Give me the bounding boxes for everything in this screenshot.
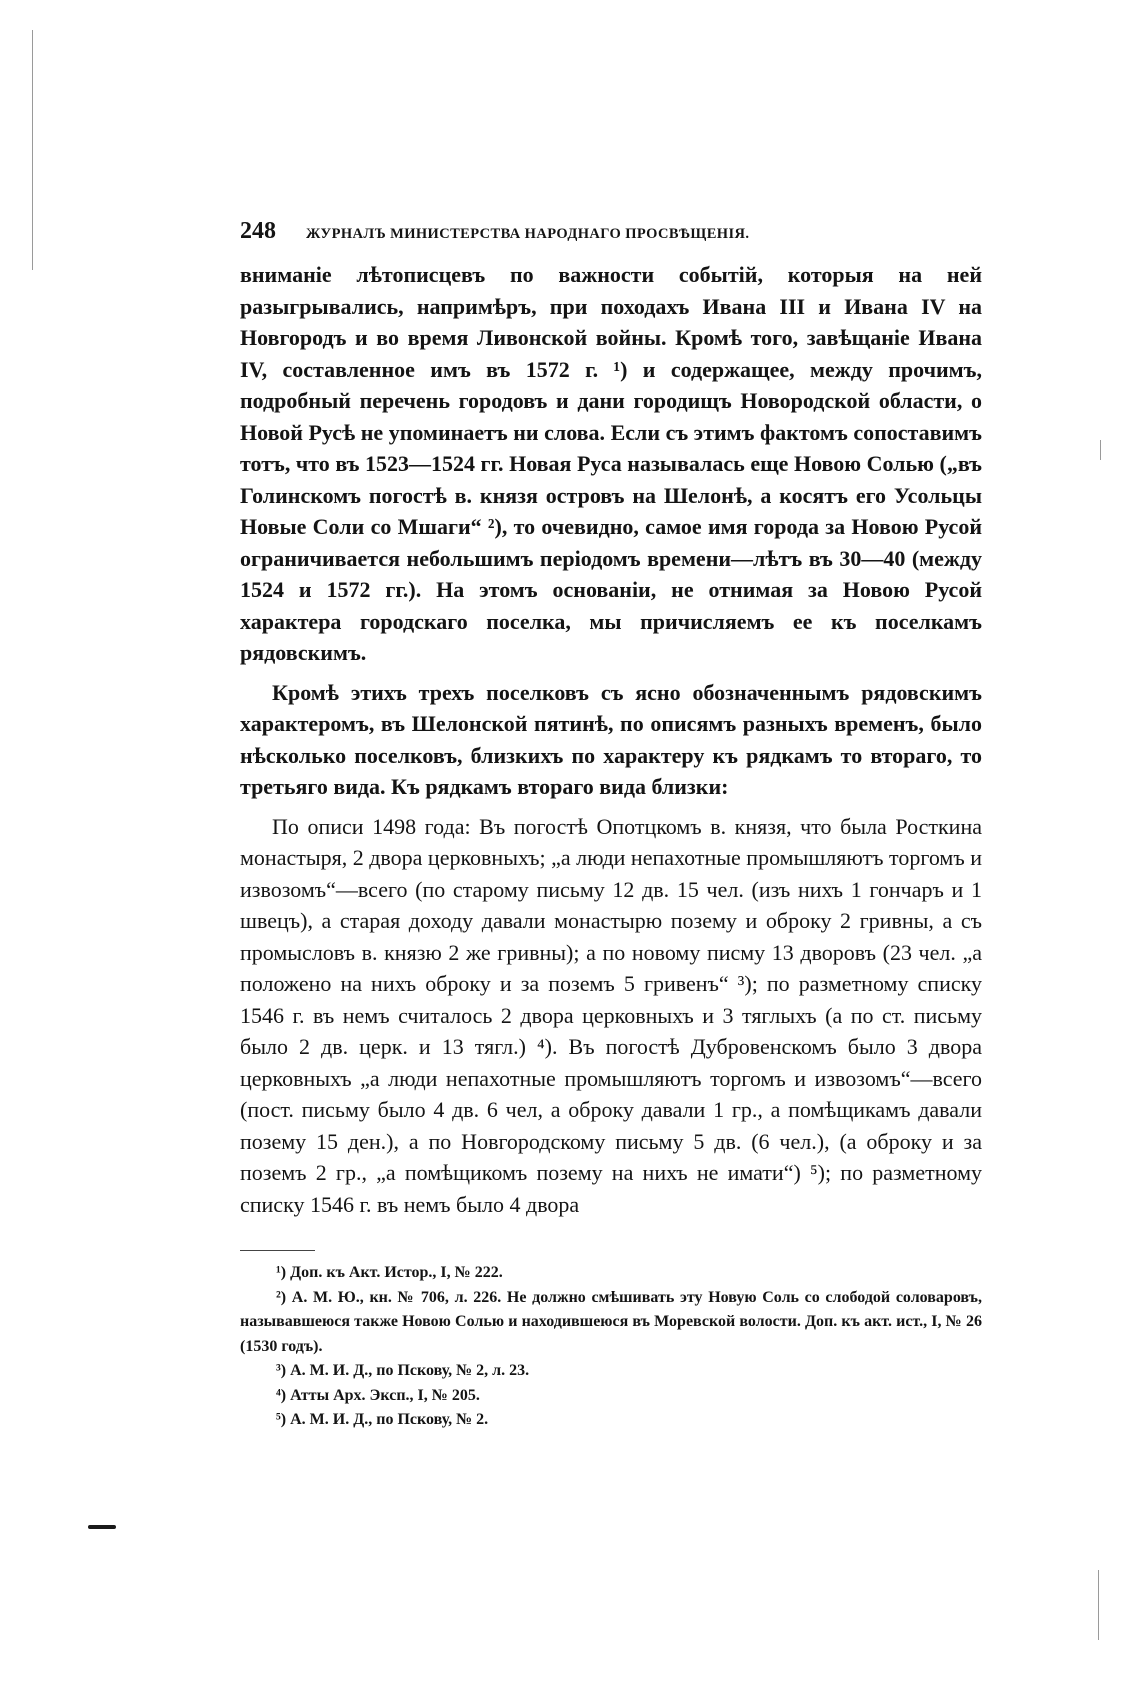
scan-edge-line-left xyxy=(32,30,33,270)
footnote-3: ³) А. М. И. Д., по Пскову, № 2, л. 23. xyxy=(276,1362,530,1379)
journal-title: ЖУРНАЛЪ МИНИСТЕРСТВА НАРОДНАГО ПРОСВѢЩЕНІЯ. xyxy=(306,226,750,242)
footnote-1: ¹) Доп. къ Акт. Истор., I, № 222. xyxy=(276,1264,503,1281)
paragraph-3: По описи 1498 года: Въ погостѣ Опотцкомъ в. князя, что была Росткина монастыря, 2 двора церковныхъ; „а люди непахотные промышляютъ торгомъ и извозомъ“—всего (по старому письму 12 дв. 15 чел. (изъ нихъ 1 гончаръ и 1 швецъ), а старая доходу давали монастырю позему и оброку 2 гривны, а съ промысловъ в. князю 2 же гривны); а по новому писму 13 дворовъ (23 чел. „а положено на нихъ оброку и за поземъ 5 гривенъ“ ³); по разметному списку 1546 г. въ немъ считалось 2 двора церковныхъ и 3 тяглыхъ (а по ст. письму было 2 дв. церк. и 13 тягл.) ⁴). Въ погостѣ Дубровенскомъ было 3 двора церковныхъ „а люди непахотные промышляютъ торгомъ и извозомъ“—всего (пост. письму было 4 дв. 6 чел, а оброку давали 1 гр., а помѣщикамъ давали позему 15 ден.), а по Новгородскому письму 5 дв. (6 чел.), (а оброку и за поземъ 2 гр., „а помѣщикомъ позему на нихъ не имати“) ⁵); по разметному списку 1546 г. въ немъ было 4 двора xyxy=(240,813,982,1217)
paragraph-2: Кромѣ этихъ трехъ поселковъ съ ясно обозначеннымъ рядовскимъ характеромъ, въ Шелонской пятинѣ, по описямъ разныхъ временъ, было нѣсколько поселковъ, близкихъ по характеру къ рядкамъ то втораго, то третьяго вида. Къ рядкамъ втораго вида близки: xyxy=(240,679,982,799)
page-number: 248 xyxy=(240,218,276,244)
margin-dash-mark xyxy=(88,1525,116,1529)
paragraph-1: вниманіе лѣтописцевъ по важности событій, которыя на ней разыгрывались, напримѣръ, при походахъ Ивана III и Ивана IV на Новгородъ и во время Ливонской войны. Кромѣ того, завѣщаніе Ивана IV, составленное имъ въ 1572 г. ¹) и содержащее, между прочимъ, подробный перечень городовъ и дани городищъ Новородской области, о Новой Русѣ не упоминаетъ ни слова. Если съ этимъ фактомъ сопоставимъ тотъ, что въ 1523—1524 гг. Новая Руса называлась еще Новою Солью („въ Голинскомъ погостѣ в. князя островъ на Шелонѣ, а косятъ его Усольцы Новые Соли со Мшаги“ ²), то очевидно, самое имя города за Новою Русой ограничивается небольшимъ періодомъ времени—лѣтъ въ 30—40 (между 1524 и 1572 гг.). На этомъ основаніи, не отнимая за Новою Русой характера городскаго поселка, мы причисляемъ ее къ поселкамъ рядовскимъ. xyxy=(240,262,982,665)
scan-edge-line-right xyxy=(1100,440,1101,460)
footnote-5: ⁵) А. М. И. Д., по Пскову, № 2. xyxy=(276,1411,489,1428)
scan-edge-line-right-bottom xyxy=(1098,1570,1099,1640)
footnote-4: ⁴) Атты Арх. Эксп., I, № 205. xyxy=(276,1386,480,1404)
page-header xyxy=(240,218,982,245)
footnote-divider xyxy=(240,1250,315,1251)
document-page xyxy=(240,218,982,1433)
footnotes xyxy=(240,1261,982,1433)
footnote-2: ²) А. М. Ю., кн. № 706, л. 226. Не должно смѣшивать эту Новую Соль со слободой соловаровъ, называвшеюся также Новою Солью и находившеюся въ Моревской волости. Доп. къ акт. ист., I, № 26 (1530 годъ). xyxy=(240,1288,982,1355)
